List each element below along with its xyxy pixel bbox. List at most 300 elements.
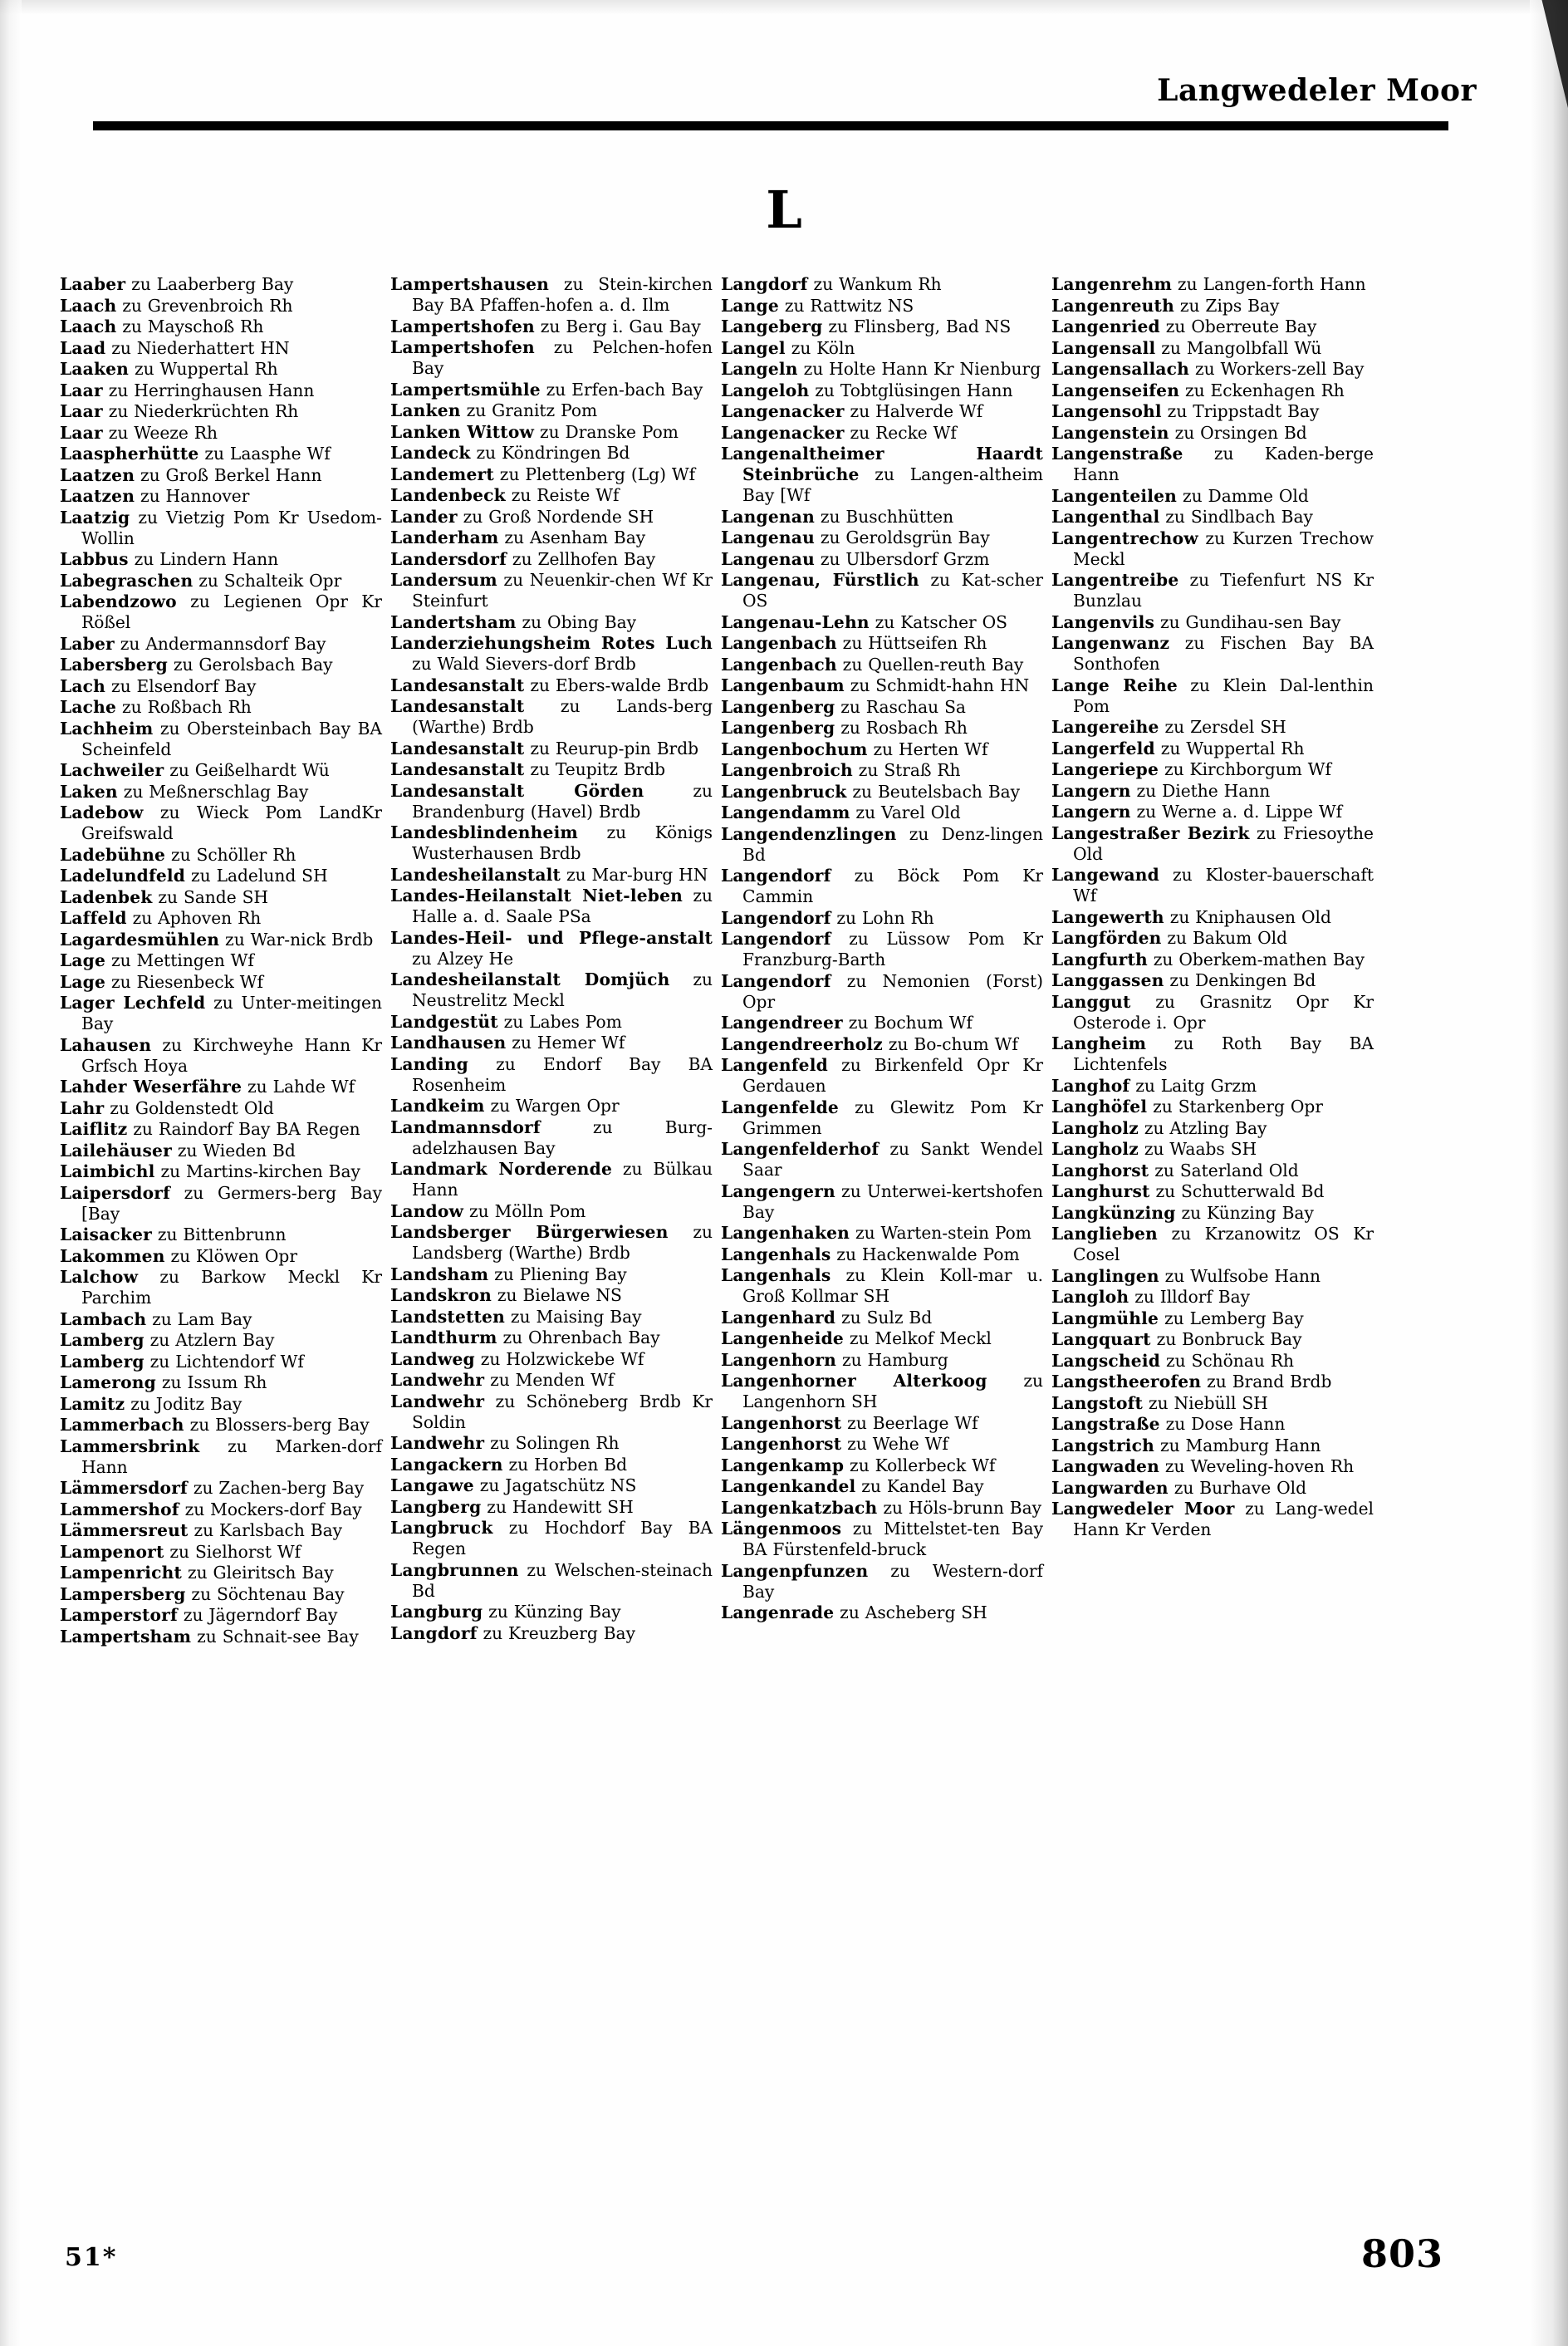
entry-headword: Langloh bbox=[1051, 1287, 1129, 1307]
index-entry bbox=[390, 1012, 713, 1033]
section-letter-heading: L bbox=[766, 179, 802, 240]
entry-reference: zu Weeze Rh bbox=[102, 422, 218, 443]
entry-headword: Lampersberg bbox=[60, 1583, 186, 1604]
entry-reference: zu Beutelsbach Bay bbox=[846, 781, 1021, 802]
entry-headword: Langenhorner Alterkoog bbox=[721, 1371, 987, 1391]
entry-reference: zu Buschhütten bbox=[814, 506, 954, 527]
entry-reference: zu Kat-scher OS bbox=[742, 570, 1043, 611]
entry-headword: Langenfeld bbox=[721, 1055, 828, 1075]
index-entry bbox=[390, 781, 713, 822]
index-entry bbox=[60, 317, 382, 337]
entry-reference: zu Langen-forth Hann bbox=[1172, 274, 1366, 294]
entry-headword: Landerham bbox=[390, 528, 499, 547]
entry-headword: Lammerbach bbox=[60, 1415, 184, 1435]
entry-reference: zu Issum Rh bbox=[155, 1372, 267, 1392]
entry-reference: zu Halverde Wf bbox=[844, 401, 983, 421]
index-entry bbox=[721, 1476, 1043, 1497]
index-entry bbox=[1051, 338, 1374, 359]
entry-headword: Ladebühne bbox=[60, 844, 166, 865]
entry-reference: zu Holzwickebe Wf bbox=[474, 1348, 644, 1369]
index-entry bbox=[721, 1561, 1043, 1602]
entry-headword: Lammersbrink bbox=[60, 1436, 200, 1456]
entry-reference: zu Wieden Bd bbox=[171, 1140, 296, 1161]
index-entry bbox=[1051, 296, 1374, 317]
entry-reference: zu Hüttseifen Rh bbox=[836, 633, 987, 653]
index-entry bbox=[1051, 1478, 1374, 1499]
entry-reference: zu Kurzen Trechow Meckl bbox=[1073, 528, 1374, 569]
entry-reference: zu Kniphausen Old bbox=[1164, 906, 1331, 927]
entry-reference: zu Böck Pom Kr Cammin bbox=[742, 866, 1043, 906]
entry-reference: zu Martins-kirchen Bay bbox=[154, 1161, 360, 1181]
entry-reference: zu Atzlern Bay bbox=[144, 1330, 275, 1350]
entry-headword: Langereihe bbox=[1051, 717, 1159, 737]
entry-reference: zu Andermannsdorf Bay bbox=[114, 633, 326, 654]
entry-headword: Landesanstalt Görden bbox=[390, 780, 644, 801]
entry-headword: Langberg bbox=[390, 1496, 482, 1517]
index-entry bbox=[721, 1139, 1043, 1180]
entry-headword: Lach bbox=[60, 675, 106, 696]
index-entry bbox=[1051, 675, 1374, 717]
index-entry bbox=[721, 1602, 1043, 1623]
entry-headword: Langhurst bbox=[1051, 1181, 1150, 1201]
entry-reference: zu Sulz Bd bbox=[835, 1307, 933, 1328]
entry-reference: zu Oberreute Bay bbox=[1159, 317, 1317, 336]
column-4 bbox=[1051, 274, 1382, 2218]
entry-reference: zu Reiste Wf bbox=[505, 485, 620, 505]
index-entry bbox=[60, 1478, 382, 1499]
entry-headword: Langenkamp bbox=[721, 1455, 845, 1475]
entry-headword: Langenthal bbox=[1051, 507, 1160, 527]
entry-reference: zu Lüssow Pom Kr Franzburg-Barth bbox=[742, 929, 1043, 969]
entry-headword: Landersdorf bbox=[390, 548, 507, 569]
running-head bbox=[91, 71, 1477, 110]
entry-headword: Landow bbox=[390, 1200, 464, 1221]
entry-reference: zu Mangolbfall Wü bbox=[1155, 337, 1322, 358]
entry-reference: zu Glewitz Pom Kr Grimmen bbox=[742, 1097, 1043, 1138]
entry-reference: zu Schönau Rh bbox=[1160, 1350, 1294, 1371]
entry-reference: zu Recke Wf bbox=[844, 422, 957, 443]
entry-headword: Langenbruck bbox=[721, 781, 847, 802]
index-entry bbox=[1051, 992, 1374, 1033]
index-entry bbox=[390, 274, 713, 316]
entry-headword: Lachheim bbox=[60, 718, 154, 739]
entry-reference: zu Ulbersdorf Grzm bbox=[814, 548, 990, 569]
entry-reference: zu Obersteinbach Bay BA Scheinfeld bbox=[81, 718, 382, 759]
entry-reference: zu Halle a. d. Saale PSa bbox=[412, 886, 713, 926]
entry-headword: Langenbroich bbox=[721, 760, 853, 780]
entry-headword: Langendreer bbox=[721, 1013, 843, 1033]
entry-reference: zu Klein Koll-mar u. Groß Kollmar SH bbox=[742, 1265, 1043, 1306]
entry-reference: zu Bielawe NS bbox=[492, 1285, 622, 1305]
entry-headword: Labersberg bbox=[60, 655, 168, 675]
entry-reference: zu Handewitt SH bbox=[481, 1496, 634, 1517]
index-entry bbox=[1051, 1161, 1374, 1181]
index-entry bbox=[390, 528, 713, 548]
entry-reference: zu Neustrelitz Meckl bbox=[412, 969, 713, 1010]
entry-headword: Laach bbox=[60, 317, 117, 336]
entry-headword: Langentrechow bbox=[1051, 528, 1198, 548]
entry-reference: zu Orsingen Bd bbox=[1169, 422, 1307, 443]
entry-headword: Labendzowo bbox=[60, 591, 177, 611]
index-entry bbox=[721, 1308, 1043, 1328]
entry-reference: zu Roßbach Rh bbox=[116, 697, 252, 717]
index-entry bbox=[390, 337, 713, 379]
entry-headword: Langenbach bbox=[721, 633, 837, 653]
entry-headword: Langbruck bbox=[390, 1518, 493, 1538]
index-entry bbox=[721, 423, 1043, 444]
entry-headword: Langlingen bbox=[1051, 1265, 1159, 1286]
entry-headword: Langwedeler Moor bbox=[1051, 1499, 1235, 1519]
index-entry bbox=[1051, 1181, 1374, 1202]
index-entry bbox=[390, 400, 713, 421]
index-entry bbox=[1051, 1033, 1374, 1075]
index-entry bbox=[721, 1371, 1043, 1412]
entry-reference: zu Herten Wf bbox=[867, 739, 988, 759]
entry-reference: zu Granitz Pom bbox=[460, 400, 598, 420]
entry-reference: zu Eckenhagen Rh bbox=[1179, 380, 1345, 400]
entry-headword: Langendorf bbox=[721, 866, 831, 886]
index-entry bbox=[721, 1519, 1043, 1560]
index-entry bbox=[390, 1518, 713, 1559]
index-entry bbox=[60, 1415, 382, 1436]
entry-reference: zu Illdorf Bay bbox=[1129, 1287, 1251, 1307]
index-entry bbox=[60, 465, 382, 486]
entry-reference: zu Schnait-see Bay bbox=[191, 1626, 359, 1647]
entry-reference: zu Schutterwald Bd bbox=[1149, 1181, 1325, 1201]
index-entry bbox=[60, 359, 382, 380]
entry-reference: zu Raindorf Bay BA Regen bbox=[127, 1119, 360, 1139]
index-entry bbox=[721, 675, 1043, 696]
index-entry bbox=[390, 1117, 713, 1159]
index-entry bbox=[1051, 633, 1374, 675]
entry-headword: Langackern bbox=[390, 1454, 503, 1475]
index-entry bbox=[1051, 359, 1374, 380]
entry-headword: Landskron bbox=[390, 1285, 492, 1305]
index-entry bbox=[1051, 950, 1374, 970]
entry-headword: Langlieben bbox=[1051, 1224, 1158, 1244]
entry-headword: Längenmoos bbox=[721, 1519, 842, 1539]
index-entry bbox=[390, 1391, 713, 1433]
entry-reference: zu Zips Bay bbox=[1174, 295, 1280, 316]
scan-edge-top bbox=[0, 0, 1568, 15]
index-entry bbox=[60, 1267, 382, 1308]
entry-reference: zu Warten-stein Pom bbox=[850, 1223, 1031, 1243]
entry-headword: Landenbeck bbox=[390, 485, 506, 505]
index-entry bbox=[60, 591, 382, 633]
index-entry bbox=[60, 1584, 382, 1605]
index-entry bbox=[721, 317, 1043, 337]
entry-headword: Landesheilanstalt Domjüch bbox=[390, 969, 670, 989]
index-entry bbox=[1051, 1393, 1374, 1414]
index-entry bbox=[1051, 528, 1374, 570]
index-entry bbox=[390, 969, 713, 1011]
entry-reference: zu Landsberg (Warthe) Brdb bbox=[412, 1222, 713, 1263]
index-entry bbox=[1051, 1499, 1374, 1540]
index-entry bbox=[1051, 1351, 1374, 1372]
entry-reference: zu Jagatschütz NS bbox=[473, 1475, 637, 1495]
index-entry bbox=[60, 1141, 382, 1161]
entry-headword: Lambach bbox=[60, 1308, 147, 1329]
index-entry bbox=[60, 1309, 382, 1330]
entry-reference: zu Unter-meitingen Bay bbox=[81, 993, 382, 1033]
entry-headword: Langendamm bbox=[721, 802, 850, 822]
entry-headword: Laipersdorf bbox=[60, 1182, 171, 1203]
entry-headword: Laffeld bbox=[60, 908, 127, 928]
entry-headword: Langenhorst bbox=[721, 1412, 842, 1433]
entry-reference: zu Barkow Meckl Kr Parchim bbox=[81, 1267, 382, 1308]
entry-headword: Langenbochum bbox=[721, 739, 868, 759]
entry-headword: Laber bbox=[60, 633, 115, 654]
entry-reference: zu Künzing Bay bbox=[1175, 1202, 1314, 1223]
entry-reference: zu Bakum Old bbox=[1161, 928, 1288, 948]
entry-headword: Langstraße bbox=[1051, 1414, 1160, 1434]
entry-headword: Langburg bbox=[390, 1602, 483, 1622]
entry-reference: zu Legienen Opr Kr Rößel bbox=[81, 591, 382, 632]
entry-reference: zu Lam Bay bbox=[146, 1308, 252, 1329]
index-entry bbox=[390, 1370, 713, 1391]
entry-headword: Landstetten bbox=[390, 1306, 505, 1327]
entry-headword: Lalchow bbox=[60, 1267, 139, 1287]
entry-headword: Lailehäuser bbox=[60, 1140, 172, 1161]
index-entry bbox=[1051, 274, 1374, 295]
entry-headword: Langensall bbox=[1051, 337, 1156, 358]
index-entry bbox=[721, 507, 1043, 528]
index-entry bbox=[60, 549, 382, 570]
entry-headword: Langenteilen bbox=[1051, 485, 1178, 506]
entry-reference: zu Straß Rh bbox=[852, 760, 961, 780]
entry-reference: zu Bittenbrunn bbox=[151, 1225, 287, 1244]
index-entry bbox=[1051, 423, 1374, 444]
index-entry bbox=[390, 1159, 713, 1200]
entry-headword: Laaken bbox=[60, 359, 130, 379]
index-entry bbox=[60, 274, 382, 295]
entry-headword: Langenbaum bbox=[721, 675, 845, 695]
entry-reference: zu Friesoythe Old bbox=[1073, 822, 1374, 864]
entry-reference: zu Kandel Bay bbox=[855, 1476, 984, 1496]
entry-headword: Langenberg bbox=[721, 718, 835, 738]
entry-reference: zu Damme Old bbox=[1177, 485, 1309, 506]
scan-edge-right bbox=[1530, 0, 1568, 2346]
entry-reference: zu Grasnitz Opr Kr Osterode i. Opr bbox=[1073, 991, 1374, 1033]
index-entry bbox=[721, 1097, 1043, 1139]
entry-headword: Langel bbox=[721, 337, 786, 358]
index-entry bbox=[60, 423, 382, 444]
entry-reference: zu Niederhattert HN bbox=[105, 337, 290, 358]
entry-headword: Langenhard bbox=[721, 1307, 836, 1328]
entry-reference: zu Nemonien (Forst) Opr bbox=[742, 970, 1043, 1012]
index-entry bbox=[60, 1605, 382, 1626]
index-entry bbox=[60, 1563, 382, 1583]
entry-reference: zu Stein-kirchen Bay BA Pfaffen-hofen a. d. Ilm bbox=[412, 274, 713, 315]
index-entry bbox=[1051, 1266, 1374, 1287]
entry-headword: Langheim bbox=[1051, 1033, 1147, 1053]
entry-reference: zu Köndringen Bd bbox=[470, 443, 630, 463]
index-entry bbox=[721, 1034, 1043, 1055]
entry-headword: Lanken bbox=[390, 400, 461, 420]
entry-headword: Langholz bbox=[1051, 1139, 1139, 1159]
entry-reference: zu Plettenberg (Lg) Wf bbox=[493, 464, 696, 484]
scan-edge-left bbox=[0, 0, 22, 2346]
index-entry bbox=[721, 549, 1043, 570]
index-entry bbox=[60, 802, 382, 844]
entry-headword: Lämmersreut bbox=[60, 1520, 189, 1540]
index-entry bbox=[390, 1096, 713, 1117]
signature-mark: 51* bbox=[65, 2243, 118, 2272]
entry-reference: zu Obing Bay bbox=[516, 611, 637, 632]
entry-reference: zu Bonbruck Bay bbox=[1150, 1329, 1302, 1349]
entry-headword: Langeriepe bbox=[1051, 759, 1159, 779]
entry-reference: zu Langen-altheim Bay [Wf bbox=[742, 464, 1043, 505]
entry-reference: zu Lahde Wf bbox=[242, 1077, 355, 1097]
entry-headword: Langendorf bbox=[721, 929, 831, 949]
index-entry bbox=[60, 930, 382, 950]
index-entry bbox=[390, 1054, 713, 1096]
index-entry bbox=[390, 507, 713, 528]
entry-reference: zu Birkenfeld Opr Kr Gerdauen bbox=[742, 1055, 1043, 1096]
index-entry bbox=[390, 1201, 713, 1222]
entry-reference: zu Klöwen Opr bbox=[164, 1245, 298, 1266]
entry-headword: Laisacker bbox=[60, 1225, 152, 1244]
entry-reference: zu Werne a. d. Lippe Wf bbox=[1130, 802, 1343, 822]
index-entry bbox=[1051, 1139, 1374, 1160]
entry-reference: zu Lemberg Bay bbox=[1159, 1308, 1304, 1328]
index-entry bbox=[60, 1098, 382, 1119]
entry-headword: Lampertshofen bbox=[390, 316, 535, 336]
index-entry bbox=[60, 655, 382, 675]
running-head-title: Langwedeler Moor bbox=[1157, 73, 1477, 108]
entry-reference: zu Riesenbeck Wf bbox=[105, 971, 263, 992]
index-entry bbox=[390, 1497, 713, 1518]
entry-reference: zu Laaberberg Bay bbox=[125, 274, 294, 294]
entry-headword: Ladelundfeld bbox=[60, 866, 186, 886]
entry-headword: Lanken Wittow bbox=[390, 421, 535, 442]
entry-reference: zu Laitg Grzm bbox=[1129, 1075, 1257, 1096]
index-entry bbox=[1051, 1224, 1374, 1265]
entry-headword: Langenwanz bbox=[1051, 633, 1170, 653]
entry-reference: zu Diethe Hann bbox=[1130, 780, 1271, 801]
entry-reference: zu Workers-zell Bay bbox=[1189, 359, 1365, 379]
index-entry bbox=[60, 571, 382, 591]
entry-reference: zu Wald Sievers-dorf Brdb bbox=[412, 654, 636, 674]
entry-headword: Langdorf bbox=[721, 274, 808, 294]
index-entry bbox=[390, 1623, 713, 1644]
index-entry bbox=[60, 1225, 382, 1245]
index-entry bbox=[1051, 612, 1374, 633]
entry-headword: Langstoft bbox=[1051, 1392, 1144, 1413]
entry-headword: Landesanstalt bbox=[390, 738, 525, 758]
entry-headword: Langenkandel bbox=[721, 1476, 856, 1496]
index-entry bbox=[721, 866, 1043, 907]
entry-reference: zu Fischen Bay BA Sonthofen bbox=[1073, 633, 1374, 674]
entry-headword: Langenried bbox=[1051, 317, 1160, 336]
entry-headword: Lage bbox=[60, 950, 106, 970]
entry-headword: Laad bbox=[60, 337, 106, 358]
entry-reference: zu Oberkem-mathen Bay bbox=[1147, 949, 1365, 969]
entry-headword: Langenstraße bbox=[1051, 444, 1183, 464]
entry-headword: Langquart bbox=[1051, 1329, 1151, 1349]
index-entry bbox=[60, 866, 382, 886]
entry-headword: Lamberg bbox=[60, 1351, 145, 1372]
entry-headword: Langenfelderhof bbox=[721, 1139, 880, 1159]
index-entry bbox=[1051, 444, 1374, 485]
entry-reference: zu Karlsbach Bay bbox=[188, 1520, 343, 1540]
entry-reference: zu Burhave Old bbox=[1168, 1477, 1307, 1498]
entry-headword: Langensallach bbox=[1051, 359, 1190, 379]
entry-reference: zu Beerlage Wf bbox=[841, 1412, 978, 1433]
index-entry bbox=[390, 1328, 713, 1348]
entry-reference: zu War-nick Brdb bbox=[219, 929, 374, 950]
index-entry bbox=[1051, 1329, 1374, 1350]
entry-headword: Landsham bbox=[390, 1264, 489, 1284]
entry-headword: Landgestüt bbox=[390, 1011, 498, 1032]
entry-reference: zu Wuppertal Rh bbox=[129, 359, 278, 379]
entry-reference: zu Wieck Pom LandKr Greifswald bbox=[81, 802, 382, 843]
entry-reference: zu Groß Berkel Hann bbox=[135, 464, 322, 485]
index-entry bbox=[60, 782, 382, 802]
entry-reference: zu Mockers-dorf Bay bbox=[179, 1499, 362, 1519]
entry-reference: zu Lands-berg (Warthe) Brdb bbox=[412, 696, 713, 737]
entry-headword: Landwehr bbox=[390, 1433, 485, 1453]
index-entry bbox=[60, 380, 382, 401]
entry-headword: Langenau, Fürstlich bbox=[721, 570, 919, 590]
column-2 bbox=[390, 274, 721, 2218]
index-entry bbox=[721, 824, 1043, 866]
index-entry bbox=[60, 845, 382, 866]
entry-headword: Laar bbox=[60, 380, 103, 400]
entry-reference: zu Künzing Bay bbox=[483, 1602, 621, 1622]
entry-headword: Langendorf bbox=[721, 970, 831, 991]
entry-reference: zu Gleiritsch Bay bbox=[182, 1563, 334, 1583]
entry-headword: Langmühle bbox=[1051, 1308, 1159, 1328]
entry-headword: Lampertshofen bbox=[390, 337, 535, 357]
entry-reference: zu Königs Wusterhausen Brdb bbox=[412, 822, 713, 863]
index-entry bbox=[1051, 1076, 1374, 1097]
entry-headword: Lange bbox=[721, 295, 779, 316]
entry-headword: Langengern bbox=[721, 1180, 835, 1201]
index-entry bbox=[1051, 739, 1374, 759]
entry-headword: Langhorst bbox=[1051, 1160, 1149, 1180]
entry-reference: zu Mar-burg HN bbox=[561, 864, 708, 885]
entry-reference: zu Geißelhardt Wü bbox=[164, 760, 330, 780]
entry-reference: zu Brandenburg (Havel) Brdb bbox=[412, 780, 713, 822]
entry-reference: zu Hemer Wf bbox=[506, 1033, 625, 1053]
entry-reference: zu Kirchborgum Wf bbox=[1159, 759, 1331, 779]
entry-headword: Laar bbox=[60, 401, 103, 421]
entry-reference: zu Western-dorf Bay bbox=[742, 1560, 1043, 1602]
index-entry bbox=[721, 274, 1043, 295]
entry-reference: zu Hamburg bbox=[836, 1349, 948, 1370]
index-entry bbox=[721, 612, 1043, 633]
column-1 bbox=[60, 274, 390, 2218]
index-entry bbox=[1051, 1436, 1374, 1456]
entry-headword: Langenpfunzen bbox=[721, 1560, 869, 1581]
index-entry bbox=[60, 1499, 382, 1520]
entry-headword: Langenau-Lehn bbox=[721, 611, 870, 632]
index-entry bbox=[60, 1119, 382, 1140]
entry-reference: zu Lindern Hann bbox=[128, 549, 279, 569]
entry-reference: zu Schalteik Opr bbox=[193, 570, 342, 591]
index-entry bbox=[1051, 907, 1374, 928]
entry-reference: zu Langenhorn SH bbox=[742, 1371, 1043, 1411]
entry-reference: zu Dranske Pom bbox=[534, 421, 679, 442]
entry-headword: Langeln bbox=[721, 359, 798, 379]
entry-reference: zu Bochum Wf bbox=[842, 1013, 973, 1033]
index-entry bbox=[60, 1352, 382, 1372]
entry-headword: Landthurm bbox=[390, 1328, 497, 1347]
entry-reference: zu Zellhofen Bay bbox=[507, 548, 656, 569]
entry-headword: Lampertsmühle bbox=[390, 379, 541, 400]
entry-headword: Langewerth bbox=[1051, 906, 1164, 927]
